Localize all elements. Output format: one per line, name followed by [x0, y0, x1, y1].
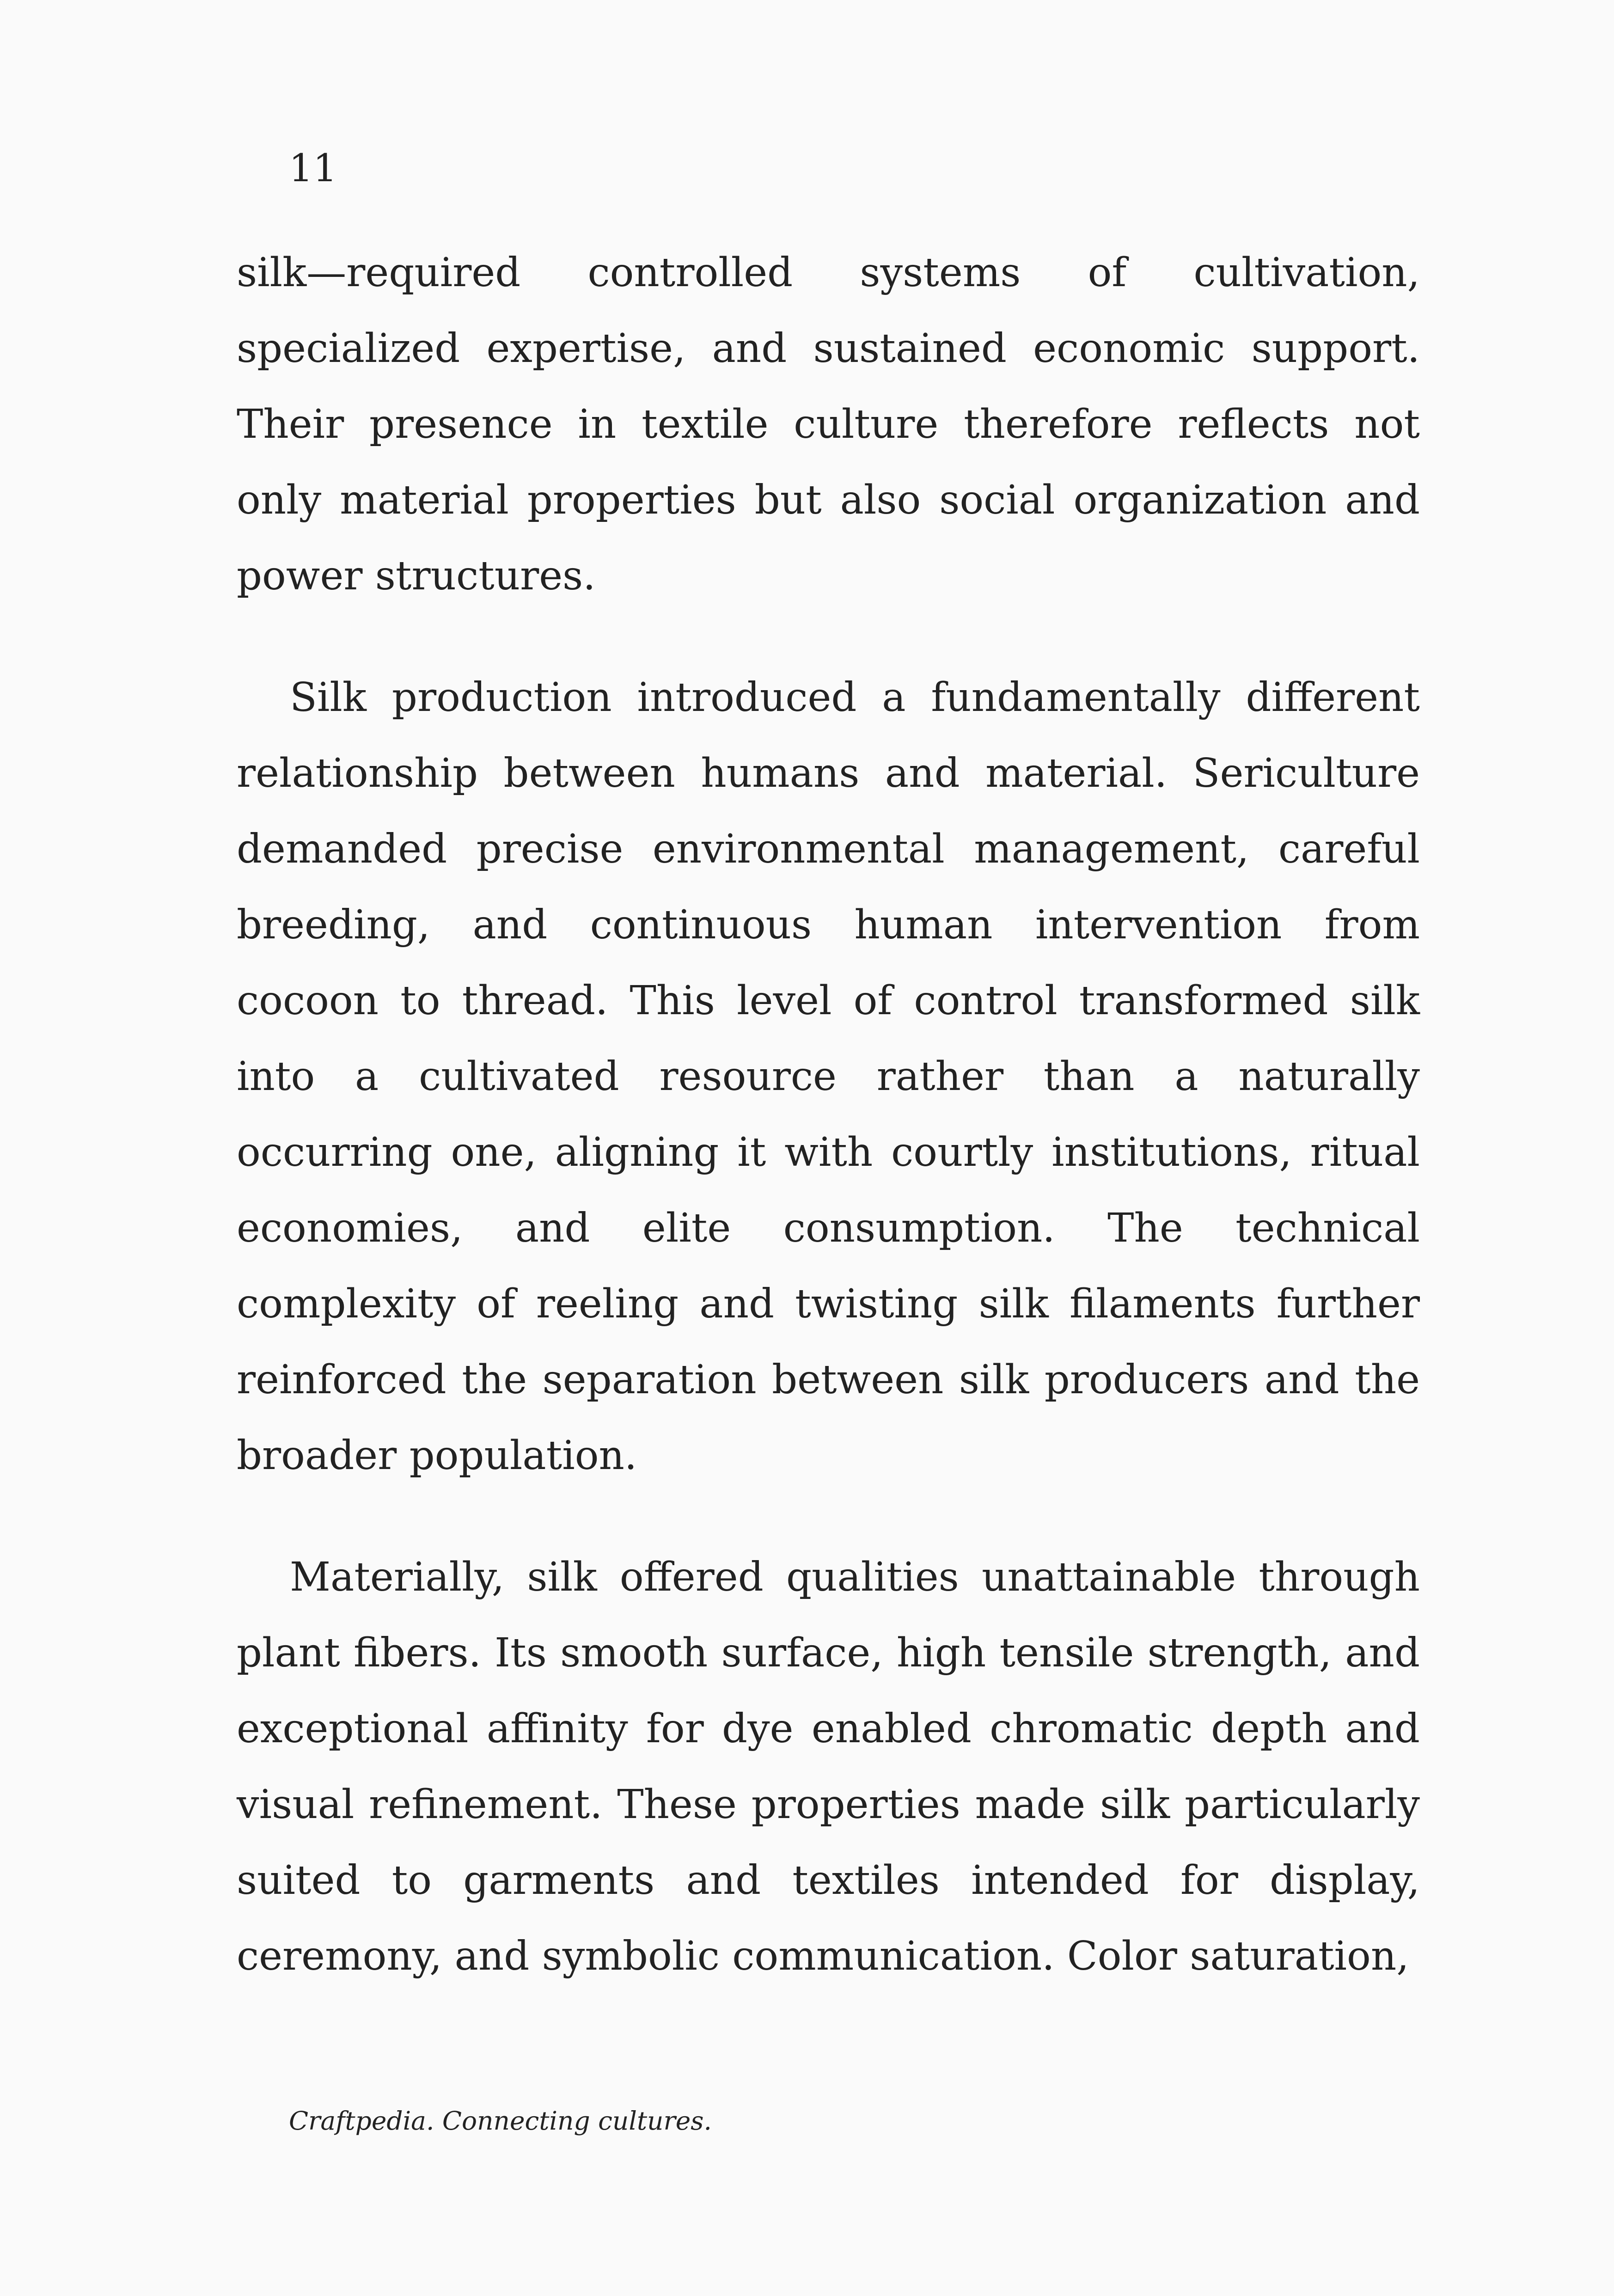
page-number: 11 [289, 147, 337, 190]
footer-tagline: Craftpedia. Connecting cultures. [289, 2106, 712, 2136]
paragraph-continued: silk—required controlled systems of cultivation, specialized expertise, and sustained economic support. Their presence in textile culture therefore reflects not only material properties but also social organization and power structures. [237, 250, 1420, 599]
paragraph-silk-production: Silk production introduced a fundamentally different relationship between humans and material. Sericulture demanded precise environmental management, careful breeding, and continuous human intervention from cocoon to thread. This level of control transformed silk into a cultivated resource rather than a naturally occurring one, aligning it with courtly institutions, ritual economies, and elite consumption. The technical complexity of reeling and twisting silk filaments further reinforced the separation between silk producers and the broader population. [237, 674, 1420, 1479]
paragraph-silk-materiality: Materially, silk offered qualities unattainable through plant fibers. Its smooth surface, high tensile strength, and exceptional affinity for dye enabled chromatic depth and visual refinement. These properties made silk particularly suited to garments and textiles intended for display, ceremony, and symbolic communication. Color saturation, [237, 1554, 1420, 1979]
body-text [237, 235, 1420, 2040]
